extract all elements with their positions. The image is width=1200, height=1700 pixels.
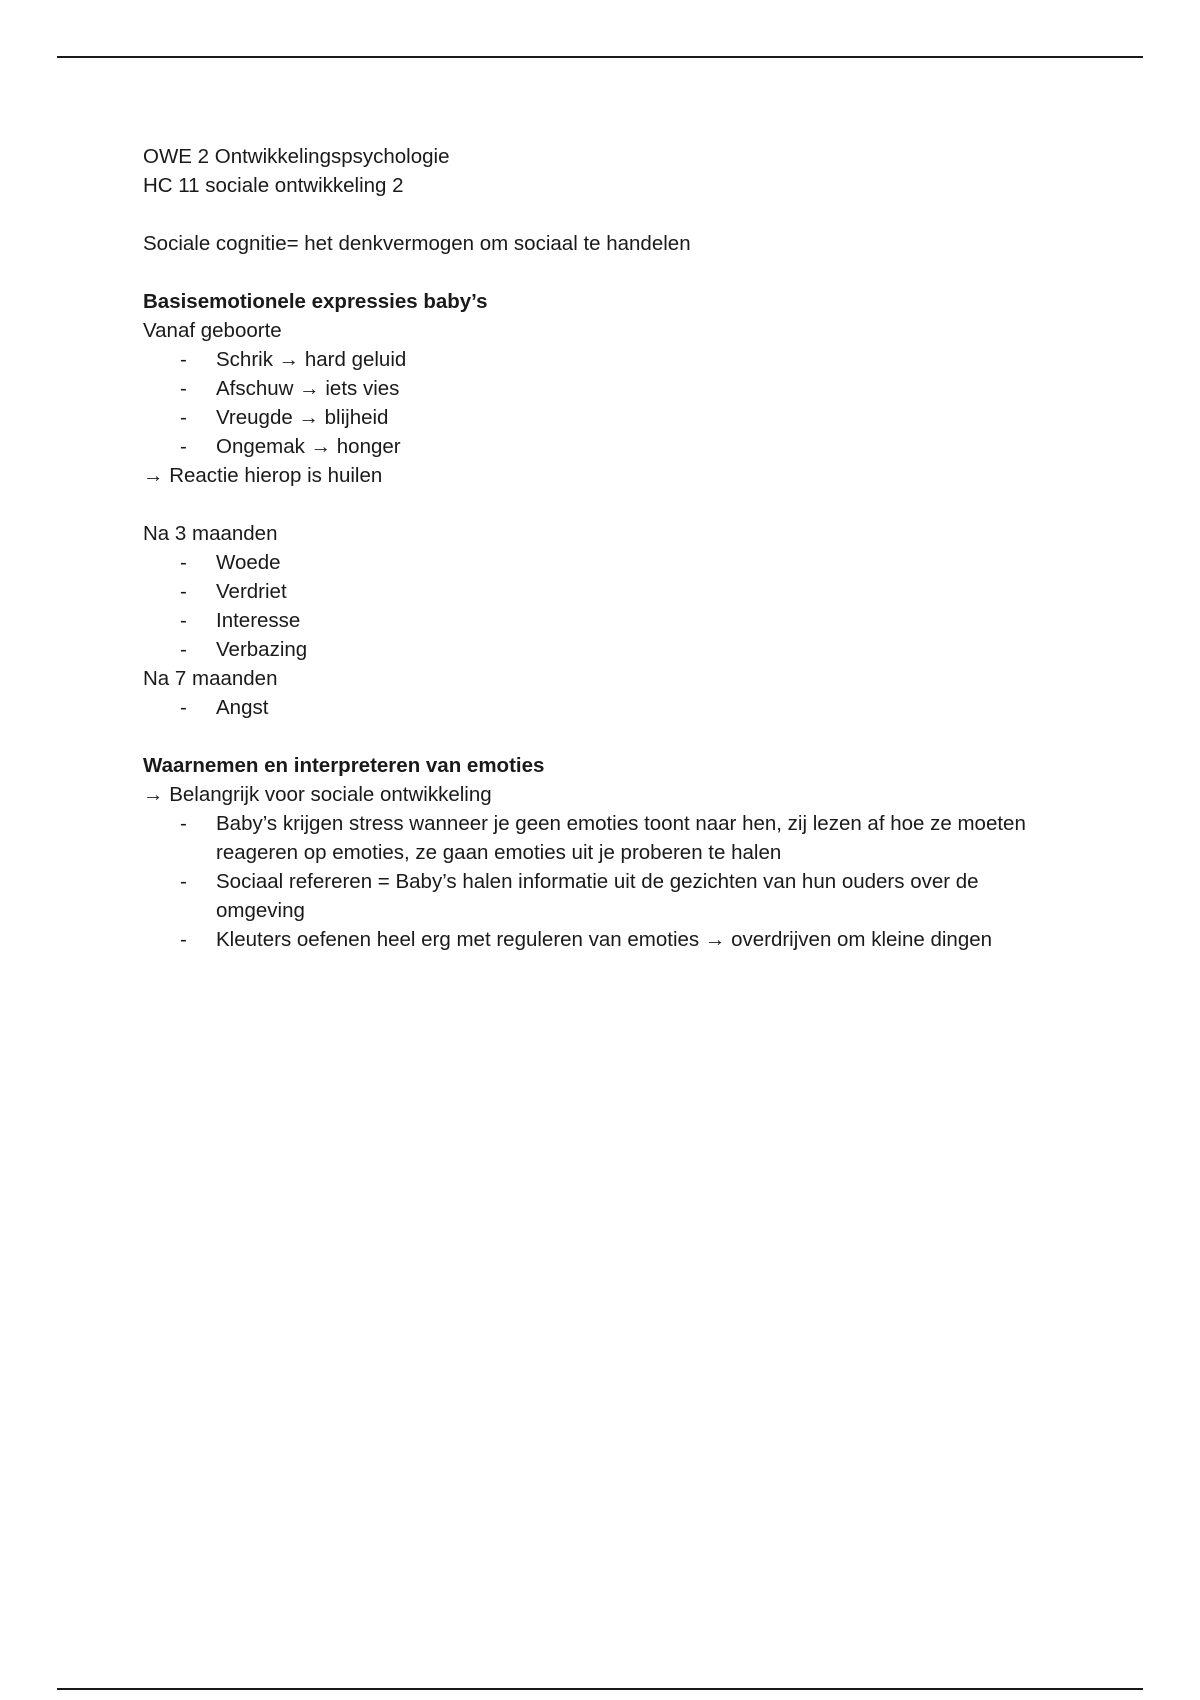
list-item-text: Sociaal refereren = Baby’s halen informatie uit de gezichten van hun ouders over de omgeving <box>216 870 979 922</box>
dash-bullet: - <box>180 435 187 458</box>
section-heading-basisemoties: Basisemotionele expressies baby’s <box>143 290 488 313</box>
list-item <box>143 867 1063 925</box>
list-item <box>143 635 1063 664</box>
spacer <box>143 490 1063 519</box>
list-emoties <box>143 809 1063 954</box>
list-item-text: Verbazing <box>216 638 308 661</box>
list-item <box>143 374 1063 403</box>
dash-bullet: - <box>180 870 187 893</box>
spacer <box>143 258 1063 287</box>
group-label-3-maanden: Na 3 maanden <box>143 522 278 545</box>
list-item <box>143 925 1063 954</box>
definition-text: Sociale cognitie= het denkvermogen om sociaal te handelen <box>143 232 691 255</box>
list-7-maanden <box>143 693 1063 722</box>
list-item-text: Schrik → hard geluid <box>216 348 407 371</box>
list-item <box>143 548 1063 577</box>
list-item-text: Woede <box>216 551 281 574</box>
spacer <box>143 200 1063 229</box>
dash-bullet: - <box>180 551 187 574</box>
list-item <box>143 403 1063 432</box>
list-geboorte <box>143 345 1063 461</box>
document-body <box>143 142 1063 954</box>
list-item-text: Vreugde → blijheid <box>216 406 389 429</box>
group-label-geboorte: Vanaf geboorte <box>143 319 282 342</box>
dash-bullet: - <box>180 609 187 632</box>
list-item <box>143 606 1063 635</box>
list-item <box>143 693 1063 722</box>
list-item-text: Kleuters oefenen heel erg met reguleren van emoties → overdrijven om kleine dingen <box>216 928 993 951</box>
dash-bullet: - <box>180 696 187 719</box>
list-item-text: Interesse <box>216 609 301 632</box>
list-item <box>143 432 1063 461</box>
dash-bullet: - <box>180 348 187 371</box>
dash-bullet: - <box>180 377 187 400</box>
list-item <box>143 577 1063 606</box>
course-title: OWE 2 Ontwikkelingspsychologie <box>143 145 450 168</box>
list-item-text: Angst <box>216 696 269 719</box>
list-3-maanden <box>143 548 1063 664</box>
header-rule <box>57 56 1143 58</box>
list-item <box>143 345 1063 374</box>
dash-bullet: - <box>180 580 187 603</box>
spacer <box>143 722 1063 751</box>
section-heading-emoties: Waarnemen en interpreteren van emoties <box>143 754 545 777</box>
list-item-text: Afschuw → iets vies <box>216 377 400 400</box>
importance-note: → Belangrijk voor sociale ontwikkeling <box>143 783 492 806</box>
list-item-text: Verdriet <box>216 580 287 603</box>
list-item-text: Ongemak → honger <box>216 435 401 458</box>
footer-rule <box>57 1688 1143 1690</box>
dash-bullet: - <box>180 928 187 951</box>
dash-bullet: - <box>180 638 187 661</box>
group-label-7-maanden: Na 7 maanden <box>143 667 278 690</box>
reaction-note: → Reactie hierop is huilen <box>143 464 383 487</box>
lecture-title: HC 11 sociale ontwikkeling 2 <box>143 174 404 197</box>
dash-bullet: - <box>180 406 187 429</box>
list-item <box>143 809 1063 867</box>
list-item-text: Baby’s krijgen stress wanneer je geen emoties toont naar hen, zij lezen af hoe ze moeten reageren op emoties, ze gaan emoties uit je proberen te halen <box>216 812 1026 864</box>
dash-bullet: - <box>180 812 187 835</box>
